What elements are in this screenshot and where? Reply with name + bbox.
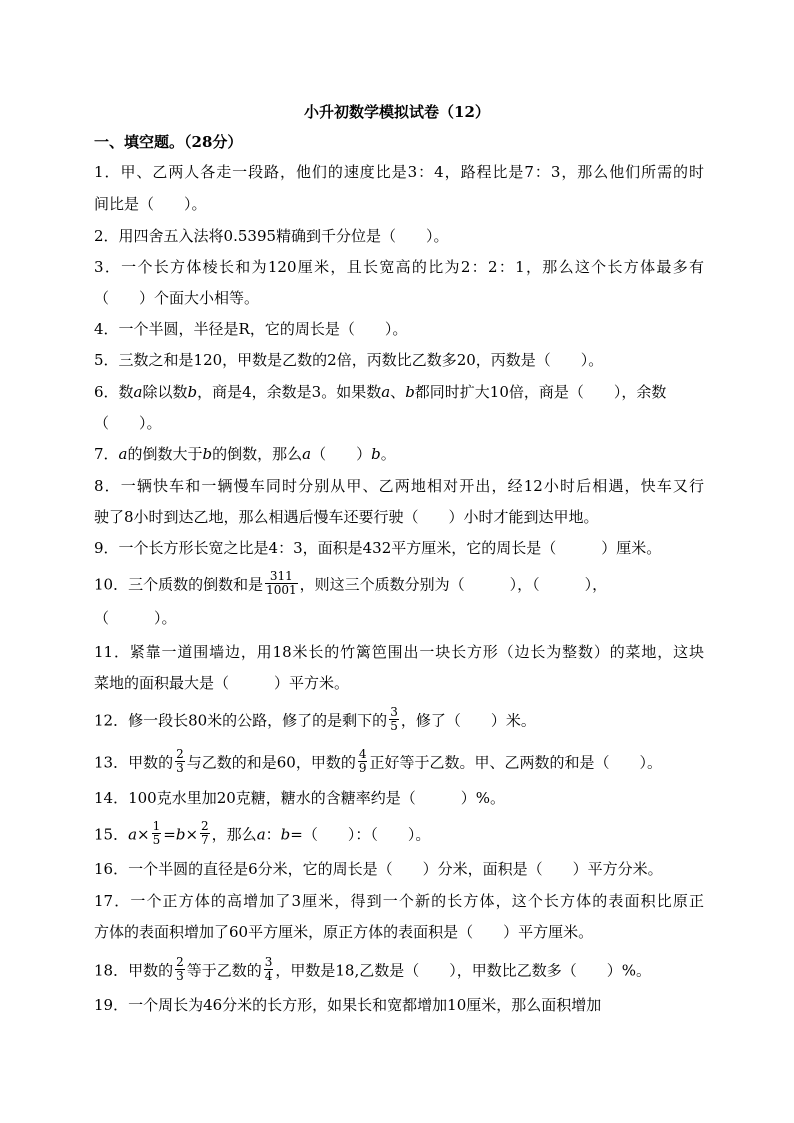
question-1-line-2: 间比是（ ）。 [94,195,207,213]
question-16: 16．一个半圆的直径是6分米，它的周长是（ ）分米，面积是（ ）平方分米。 [94,860,663,878]
numerator: 3 [390,705,398,719]
fraction-3-4 [264,956,274,983]
denominator: 7 [201,833,209,847]
question-18 [94,955,704,985]
question-11-line-2: 菜地的面积最大是（ ）平方米。 [94,674,350,692]
question-3-line-1: 3．一个长方体棱长和为120厘米，且长宽高的比为2：2：1，那么这个长方体最多有 [94,258,704,276]
question-17-line-2: 方体的表面积增加了60平方厘米，原正方体的表面积是（ ）平方厘米。 [94,923,594,941]
var-b: b [202,445,213,463]
q13-text: 13．甲数的 [94,753,174,772]
numerator: 4 [358,747,367,761]
question-1-line-1: 1．甲、乙两人各走一段路，他们的速度比是3：4，路程比是7：3，那么他们所需的时 [94,163,704,181]
numerator: 1 [152,819,161,833]
question-13 [94,747,704,777]
question-12 [94,705,704,735]
times-sign: × [185,825,199,844]
question-3-line-2: （ ）个面大小相等。 [94,289,260,307]
var-b: b [371,445,381,463]
q15-text: =（ ）：（ ）。 [290,825,431,844]
q7-text: 7． [94,445,119,463]
denominator: 5 [390,719,398,733]
question-5: 5．三数之和是120，甲数是乙数的2倍，丙数比乙数多20，丙数是（ ）。 [94,351,604,369]
q13-text: 与乙数的和是60，甲数的 [186,753,356,772]
var-b: b [405,383,415,401]
denominator: 3 [176,761,184,775]
times-sign: × [137,825,150,844]
question-7 [94,444,704,464]
q6-text: 6．数 [94,383,134,401]
equals-sign: = [163,825,176,844]
q15-text: 15． [94,825,129,844]
numerator: 3 [264,955,273,969]
q13-text: 正好等于乙数。甲、乙两数的和是（ ）。 [369,753,662,772]
question-15 [94,819,704,849]
denominator: 1001 [266,583,297,597]
question-6-line-1 [94,382,704,402]
question-8-line-2: 驶了8小时到达乙地，那么相遇后慢车还要行驶（ ）小时才能到达甲地。 [94,508,599,526]
fraction-2-7 [200,820,210,847]
var-a: a [381,383,391,401]
fraction-3-5 [389,706,399,733]
var-a: a [128,825,138,844]
question-8-line-1: 8．一辆快车和一辆慢车同时分别从甲、乙两地相对开出，经12小时后相遇，快车又行 [94,477,704,495]
var-a: a [256,825,266,844]
question-6-line-2: （ ）。 [94,414,162,432]
q10-text: ，则这三个质数分别为（ ），（ ）， [299,575,608,594]
numerator: 2 [176,955,184,969]
q6-text: 、 [390,383,406,401]
var-b: b [187,383,198,401]
q7-text: （ ） [311,445,372,463]
fraction-311-1001 [265,570,298,597]
q10-text: 10．三个质数的倒数和是 [94,575,264,594]
q7-text: 的倒数大于 [127,445,203,463]
q6-text: ，商是4，余数是3。如果数 [197,383,382,401]
var-a: a [133,383,143,401]
fraction-2-3 [175,956,185,983]
question-4: 4．一个半圆，半径是R，它的周长是（ ）。 [94,320,408,338]
q15-text: ，那么 [211,825,257,844]
var-b: b [175,825,186,844]
question-10-line-1 [94,569,704,599]
question-14: 14．100克水里加20克糖，糖水的含糖率约是（ ）%。 [94,789,506,807]
section-heading: 一、填空题。（28分） [94,133,243,151]
fraction-1-5 [152,820,162,847]
question-19: 19．一个周长为46分米的长方形，如果长和宽都增加10厘米，那么面积增加 [94,996,602,1014]
denominator: 5 [152,833,161,847]
var-a: a [302,445,312,463]
question-11-line-1: 11．紧靠一道围墙边，用18米长的竹篱笆围出一块长方形（边长为整数）的菜地，这块 [94,643,704,661]
page-title: 小升初数学模拟试卷（12） [304,103,490,121]
q18-text: ，甲数是18,乙数是（ ），甲数比乙数多（ ）%。 [275,961,652,980]
q18-text: 等于乙数的 [186,961,262,980]
numerator: 311 [265,570,298,584]
q6-text: 都同时扩大10倍，商是（ ），余数 [414,383,667,401]
question-10-line-2: （ ）。 [94,609,177,627]
q12-text: ，修了（ ）米。 [400,711,536,730]
var-a: a [118,445,128,463]
q7-text: 的倒数，那么 [212,445,303,463]
q6-text: 除以数 [142,383,188,401]
question-2: 2．用四舍五入法将0.5395精确到千分位是（ ）。 [94,227,449,245]
q18-text: 18．甲数的 [94,961,174,980]
denominator: 3 [176,969,184,983]
var-b: b [280,825,291,844]
numerator: 2 [176,747,184,761]
denominator: 4 [264,969,273,983]
q12-text: 12．修一段长80米的公路，修了的是剩下的 [94,711,388,730]
fraction-2-3 [175,748,185,775]
question-17-line-1: 17．一个正方体的高增加了3厘米，得到一个新的长方体，这个长方体的表面积比原正 [94,892,704,910]
question-9: 9．一个长方形长宽之比是4：3，面积是432平方厘米，它的周长是（ ）厘米。 [94,539,662,557]
denominator: 9 [358,761,367,775]
numerator: 2 [201,819,209,833]
q7-text: 。 [380,445,396,463]
fraction-4-9 [358,748,368,775]
q15-text: ： [265,825,281,844]
